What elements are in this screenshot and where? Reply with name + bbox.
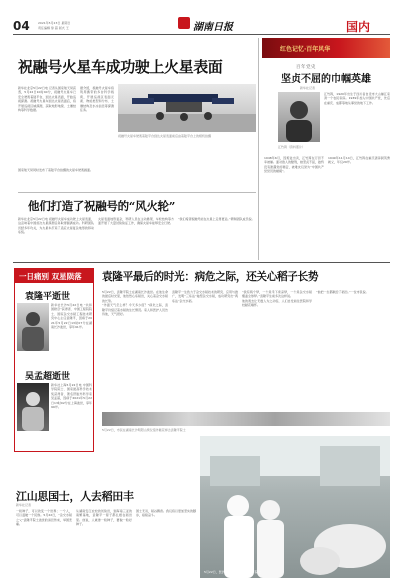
- tribute2-col3: 国士无双，稻谷飘香。我们将以更加坚实的脚步，接续奋斗。: [136, 509, 196, 518]
- hero-banner-label: 红色记忆·百年风华: [280, 46, 331, 53]
- wheels-body-col2: 火星表面地形复杂，科研人员在主动悬架、车轮结构等方面开展了大量试验验证工作，确保火星车能够安全行驶。: [98, 217, 174, 226]
- tribute-box-header: [15, 269, 93, 283]
- wheels-body-col3: “我们希望祝融号能在火星上走得更远。”研制团队成员说。: [178, 217, 255, 221]
- tribute2-headline: 江山思国士，人去稻田丰: [16, 490, 134, 503]
- hero-byline: 新华社记者: [300, 86, 316, 90]
- header-rule: [13, 34, 390, 35]
- page-header: [0, 0, 402, 40]
- hero-body-col2: 1949年11月14日，江竹筠在重庆渣滓洞英勇就义，年仅29岁。: [328, 156, 390, 165]
- hero-banner: [262, 38, 390, 58]
- memorial-photo: [200, 436, 390, 578]
- masthead: 湖南日报: [193, 22, 233, 33]
- yuan-obit-text: 新华社长沙5月22日电 “共和国勋章”获得者、中国工程院院士、国家杂交水稻工程技术研究中心主任袁隆平，因病于2021年5月22日13时07分在湖南长沙逝世，享年91岁。: [51, 303, 92, 330]
- hero-headline: 坚贞不屈的巾帼英雄: [281, 74, 371, 85]
- hero-body-right: 江竹筠，1920年出生于四川省自贡市大山铺江家湾一个农民家庭。1939年加入中国共产党，先后在重庆、成都等地从事党的地下工作。: [324, 92, 390, 105]
- mars-divider: [18, 192, 256, 193]
- wu-silhouette: [17, 383, 49, 431]
- feature-col4: “他把一生都献给了稻田。”一位市民说。: [316, 290, 369, 294]
- hero-body-col1: 1948年6月，因叛徒出卖，江竹筠在万县不幸被捕。面对敌人的酷刑，她坚贞不屈，始终没有泄露党的秘密，被难友们誉为“中国共产党党员的楷模”。: [264, 156, 324, 174]
- mars-photo-caption: 祝融号火星车驶离着陆平台到达火星表面前后由着陆平台上的相机拍摄: [118, 134, 212, 138]
- hero-portrait: [278, 92, 320, 142]
- tribute2-byline: 新华社记者: [16, 503, 32, 507]
- feature-col3: “我有两个梦，一个是禾下乘凉梦，一个是杂交水稻覆盖全球梦。”袁隆平生前多次这样说。 他的离去让无数人为之动容，人们自发前往医院和学校献花缅怀。: [242, 290, 312, 308]
- feature-photo-caption: 5月22日，市民在湖南长沙明阳山殡仪馆外献花悼念袁隆平院士: [102, 428, 186, 432]
- wheels-headline: 他们打造了祝融号的“风火轮”: [28, 199, 176, 213]
- page-number: 04: [13, 19, 30, 33]
- feature-col1: 5月22日，袁隆平院士在湖南长沙逝世。在他生命的最后时光里，他依然心系稻田，关心着杂交水稻的长势。 “外面天气怎么样？今天多少度？”病危之际，袁隆平仍惦记着水稻的生长情况。家人和医护人员告诉他，天气很好。: [102, 290, 168, 317]
- newspaper-logo: [178, 17, 190, 29]
- wheels-body-col1: 新华社北京5月22日电 祝融号火星车成功驶上火星表面，这意味着中国首次火星探测任务取得圆满成功。科研团队历经多年攻关，为火星车打造了适应火星复杂地形的移动系统。: [18, 217, 94, 235]
- issue-date: 2021年5月23日 星期日: [38, 21, 71, 25]
- feature-col2: 袁隆平一生致力于杂交水稻技术的研究、应用与推广，发明“三系法”籼型杂交水稻，成功研究出“两系法”杂交水稻。: [172, 290, 238, 303]
- flowers-photo-strip: [102, 412, 390, 426]
- hero-column-tag: 百年党史: [296, 65, 316, 70]
- rover-illustration: [118, 84, 256, 132]
- tribute2-col1: 一粒种子，可以改变一个世界；一个人，可以温暖一个民族。5月22日，“杂交水稻之父”袁隆平院士逝世的消息传来，举国悲痛。: [16, 509, 72, 527]
- tribute2-col2: 从湖南安江农校的试验田，到海南三亚的南繁基地，袁隆平一辈子都扎根在稻田里。他说，人就像一粒种子，要做一粒好种子。: [76, 509, 132, 527]
- yuan-silhouette: [17, 303, 49, 351]
- mars-headline: 祝融号火星车成功驶上火星表面: [18, 58, 223, 76]
- mars-body-col1: 新华社北京5月22日电 记者从国家航天局获悉，5月22日10时40分，祝融号火星车已安全驶离着陆平台，到达火星表面，开始巡视探测。祝融号火星车到达火星表面后，将开展巡视区域探测，获取地形地貌、土壤结构等科学数据。: [18, 86, 76, 113]
- mars-rover-photo: [118, 84, 256, 132]
- tribute-box: [14, 268, 94, 452]
- wu-portrait: [17, 383, 49, 431]
- wu-obit-title: 吴孟超逝世: [25, 372, 71, 382]
- tribute-box-title: 一日痛别 双星陨落: [19, 272, 82, 281]
- mars-body-col2: 据介绍，祝融号火星车将利用携带的多台科学载荷，开展巡视区表面元素、物质类型和分布、土壤结构及水冰信息等探测任务。: [80, 86, 114, 113]
- feature-headline: 袁隆平最后的时光：病危之际，还关心稻子长势: [102, 271, 319, 283]
- memorial-scene: [200, 436, 390, 578]
- memorial-photo-caption: 5月22日，医护人员在长沙送别袁隆平院士: [204, 570, 261, 574]
- mars-body-col2b: 国家航天局同时发布了着陆平台拍摄的火星车驶离画面。: [18, 168, 94, 172]
- top-section-divider: [13, 262, 390, 263]
- section-name: 国内: [346, 20, 371, 34]
- hero-portrait-caption: 江竹筠（资料照片）: [278, 145, 306, 149]
- wu-obit-text: 新华社上海5月22日电 中国科学院院士、国家最高科学技术奖获得者、著名肝脏外科学家吴孟超，因病于2021年5月22日13时02分在上海逝世，享年99岁。: [51, 383, 92, 410]
- vertical-divider: [258, 38, 259, 260]
- yuan-obit-title: 袁隆平逝世: [25, 292, 71, 302]
- issue-editor: 责任编辑 徐 超 版式 王: [38, 26, 69, 30]
- yuan-portrait: [17, 303, 49, 351]
- portrait-silhouette: [278, 92, 320, 142]
